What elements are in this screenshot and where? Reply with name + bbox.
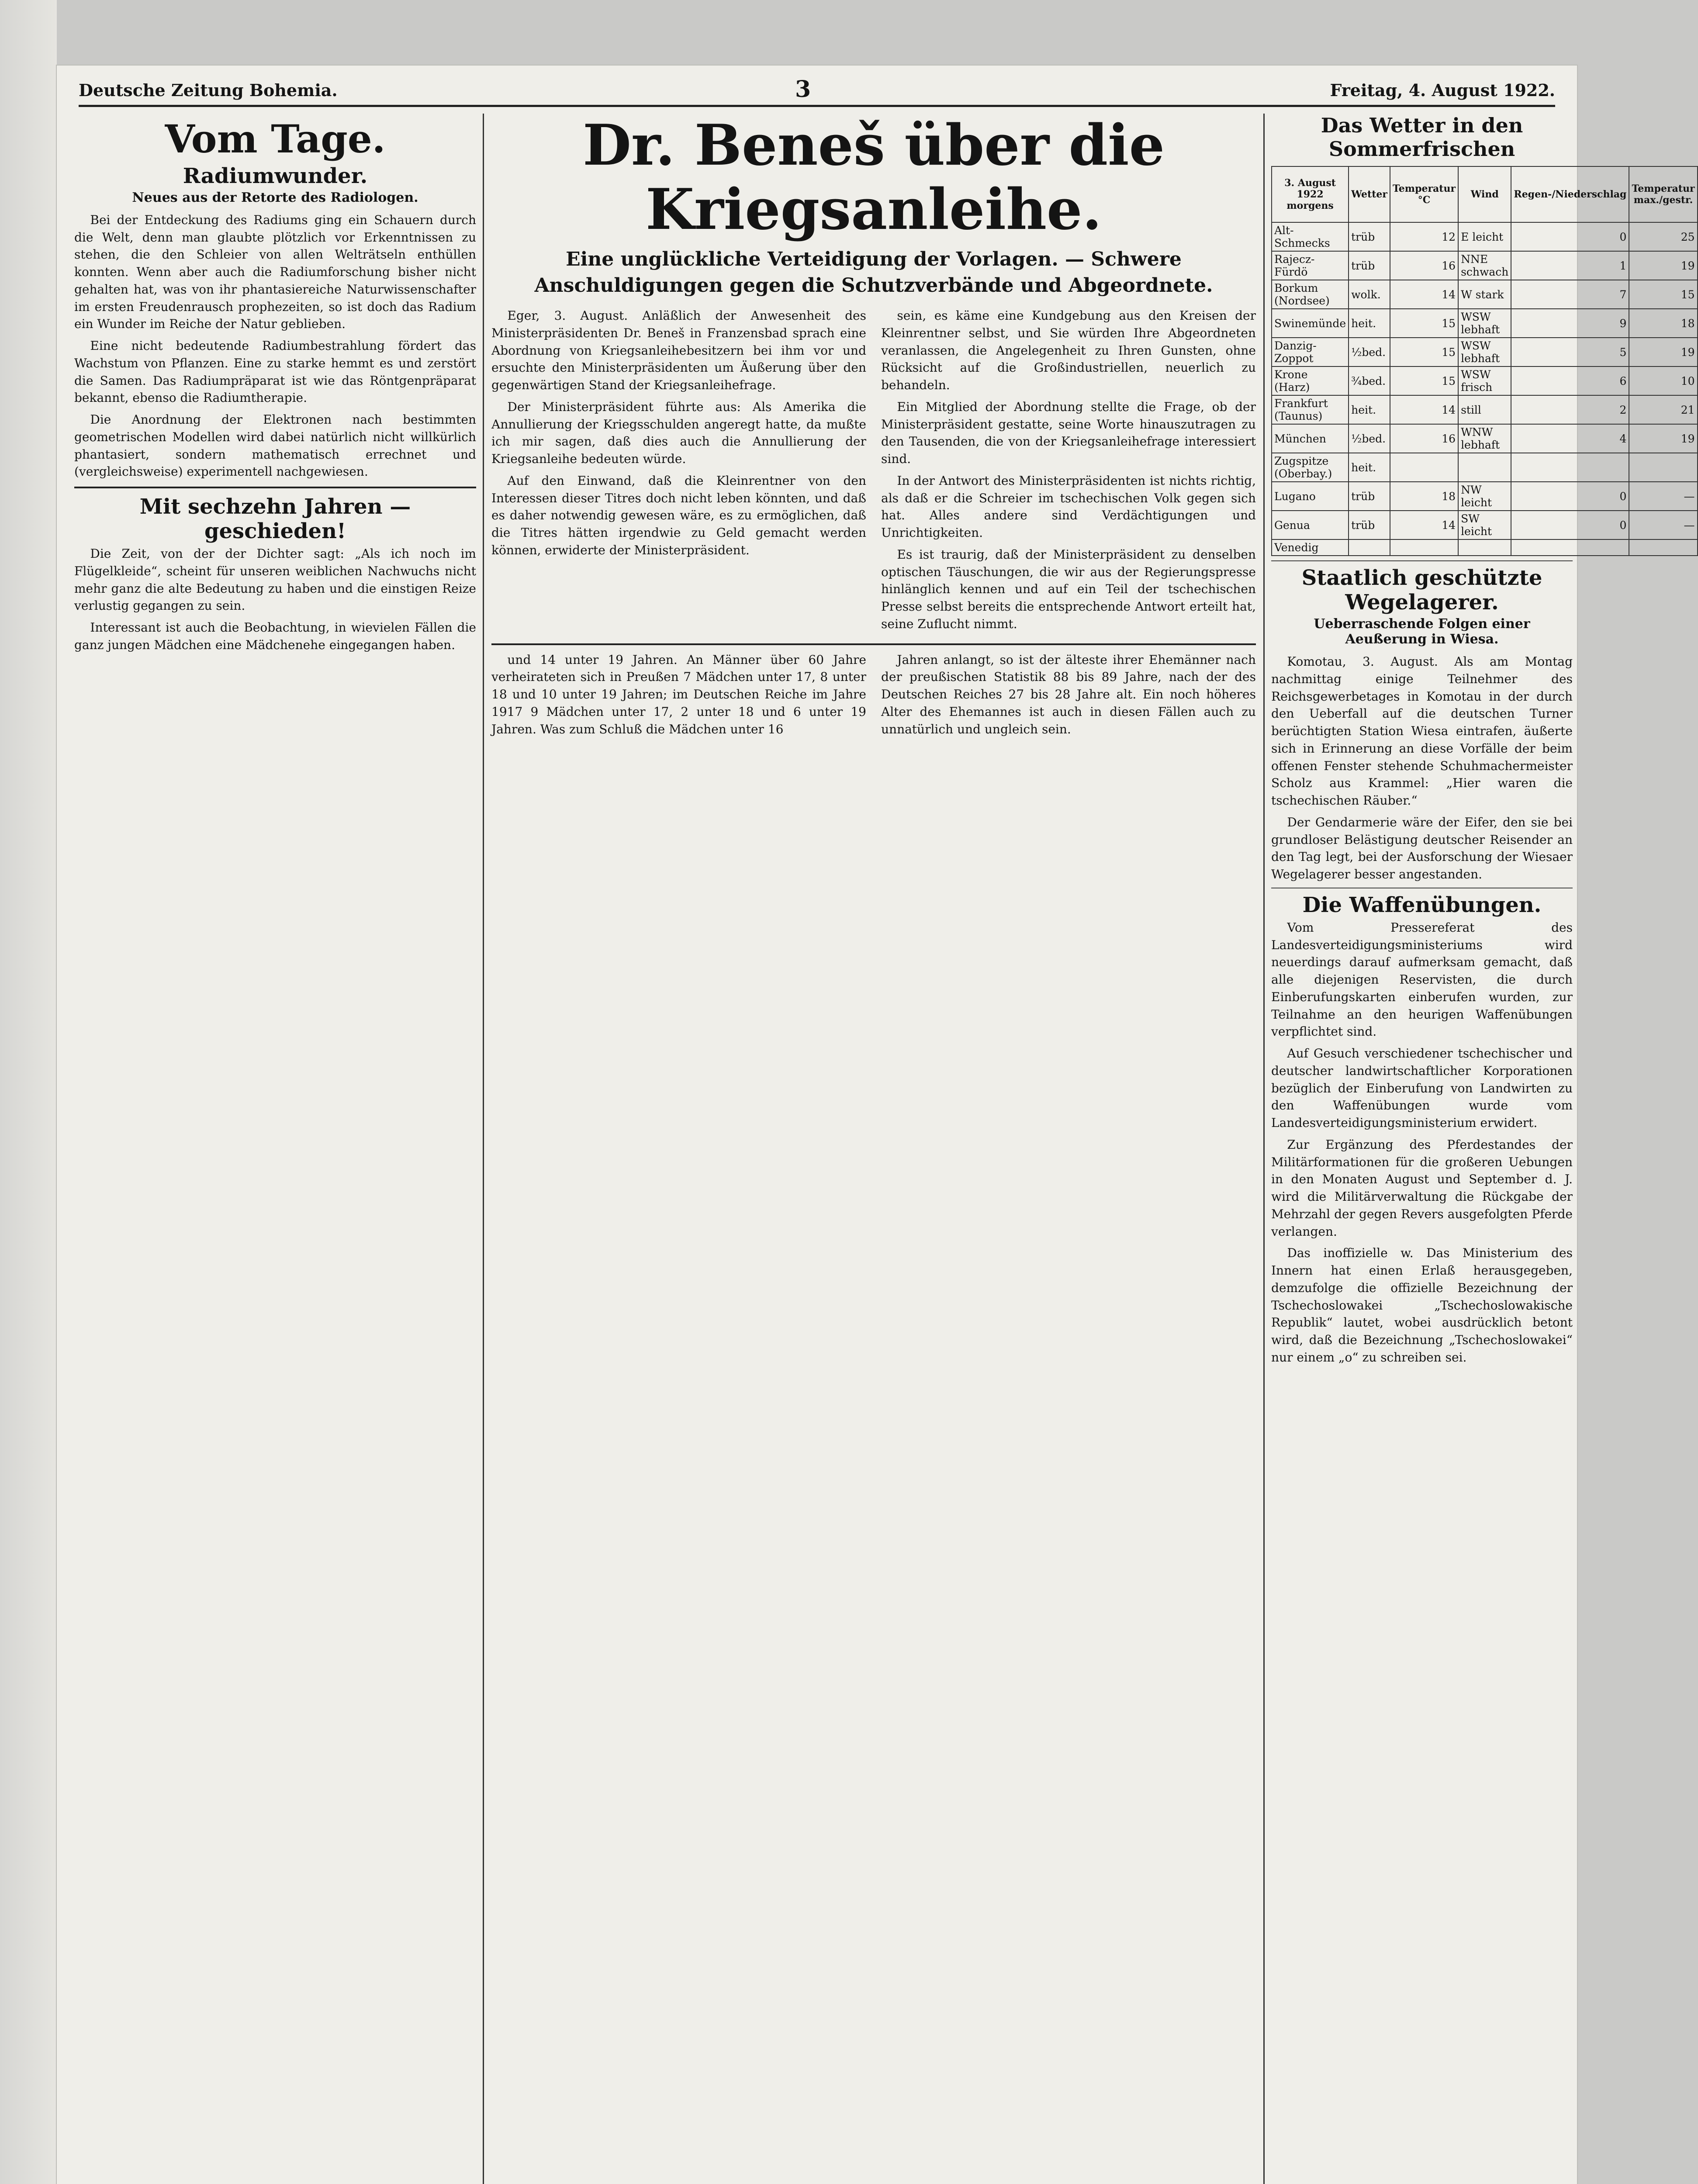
article-heading: Mit sechzehn Jahren — geschieden! (139, 494, 411, 544)
weather-station: Swinemünde (1272, 309, 1349, 338)
main-article-columns (491, 307, 1256, 637)
weather-cell: 14 (1390, 395, 1458, 424)
weather-cell (1511, 453, 1629, 482)
weather-row (1272, 366, 1698, 395)
weather-cell: trüb (1349, 222, 1390, 251)
weather-cell: — (1629, 511, 1697, 539)
weather-cell: 6 (1511, 366, 1629, 395)
weather-station: Alt-Schmecks (1272, 222, 1349, 251)
weather-row (1272, 453, 1698, 482)
paragraph: Ein Mitglied der Abordnung stellte die Frage, ob der Ministerpräsident gestatte, seine Worte hinauszutragen zu den Tausenden, die von der Kriegsanleihefrage interessiert sind. (881, 399, 1256, 467)
weather-cell: SW leicht (1458, 511, 1511, 539)
left-column (74, 114, 476, 2184)
weather-station: Lugano (1272, 482, 1349, 511)
article-heading: Radiumwunder. (183, 163, 368, 188)
weather-row (1272, 539, 1698, 556)
paragraph: und 14 unter 19 Jahren. An Männer über 60 Jahre verheirateten sich in Preußen 7 Mädchen unter 17, 8 unter 18 und 10 unter 19 Jahren; im Deutschen Reiche im Jahre 1917 9 Mädchen unter 17, 2 unter 18 und 6 unter 19 Jahren. Was zum Schluß die Mädchen unter 16 (491, 652, 866, 736)
weather-cell (1629, 453, 1697, 482)
paragraph: In der Antwort des Ministerpräsidenten ist nichts richtig, als daß er die Schreier im tschechischen Volk gegen sich hat. Alles andere sind Verdächtigungen und Unrichtigkeiten. (881, 473, 1256, 540)
article-heading: Staatlich geschützte Wegelagerer. (1301, 566, 1542, 615)
weather-cell (1511, 539, 1629, 556)
continuation-columns (491, 651, 1256, 743)
weather-cell: 16 (1390, 424, 1458, 453)
weather-row (1272, 338, 1698, 366)
weather-station: Borkum (Nordsee) (1272, 280, 1349, 309)
weather-cell: 21 (1629, 395, 1697, 424)
weather-cell: wolk. (1349, 280, 1390, 309)
article-subheading: Ueberraschende Folgen einer Aeußerung in Wiesa. (1314, 616, 1530, 647)
section-title: Vom Tage. (165, 116, 386, 162)
weather-col-header: Wetter (1349, 166, 1390, 222)
weather-cell: trüb (1349, 511, 1390, 539)
weather-cell (1629, 539, 1697, 556)
weather-station: München (1272, 424, 1349, 453)
weather-cell: NNE schwach (1458, 251, 1511, 280)
weather-cell (1390, 539, 1458, 556)
weather-cell (1458, 453, 1511, 482)
weather-col-header: Temperatur max./gestr. (1629, 166, 1697, 222)
weather-cell: 15 (1390, 366, 1458, 395)
weather-station: Rajecz-Fürdö (1272, 251, 1349, 280)
article-subheading: Neues aus der Retorte des Radiologen. (132, 190, 418, 205)
masthead (79, 74, 1555, 107)
weather-cell (1390, 453, 1458, 482)
paragraph: sein, es käme eine Kundgebung aus den Kreisen der Kleinrentner selbst, und Sie würden Ihre Abgeordneten veranlassen, die Angelegenheit zu Ihren Gunsten, ohne Rücksicht auf die Großindustriellen, neuerlich zu behandeln. (881, 308, 1256, 393)
weather-cell: E leicht (1458, 222, 1511, 251)
main-article-column-1 (491, 307, 866, 637)
weather-row (1272, 309, 1698, 338)
weather-cell: trüb (1349, 251, 1390, 280)
paragraph: Auf den Einwand, daß die Kleinrentner von den Interessen dieser Titres doch nicht leben könnten, und daß es daher notwendig gewesen wäre, es zu ermöglichen, daß die Titres hätten irgendwie zu Geld gemacht werden können, erwiderte der Ministerpräsident. (491, 473, 866, 557)
divider (1271, 560, 1573, 561)
weather-col-header: Wind (1458, 166, 1511, 222)
weather-cell: heit. (1349, 395, 1390, 424)
weather-cell: 15 (1390, 309, 1458, 338)
weather-cell: still (1458, 395, 1511, 424)
weather-cell: WSW lebhaft (1458, 338, 1511, 366)
paragraph: Die Anordnung der Elektronen nach bestimmten geometrischen Modellen wird dabei natürlich nicht willkürlich phantasiert, sondern mathematisch errechnet und (vergleichsweise) experimentell nachgewiesen. (74, 412, 476, 479)
paragraph: Bei der Entdeckung des Radiums ging ein Schauern durch die Welt, denn man glaubte plötzlich vor Erkenntnissen zu stehen, die den Schleier von allen Welträtseln enthüllen konnten. Wenn aber auch die Radiumforschung bisher nicht gehalten hat, was von ihr phantasiereiche Naturwissenschafter im ersten Freudenrausch prophezeiten, so ist doch das Radium ein Wunder im Reiche der Natur geblieben. (74, 212, 476, 332)
weather-cell: 15 (1390, 338, 1458, 366)
weather-cell: 18 (1629, 309, 1697, 338)
weather-cell: ½bed. (1349, 424, 1390, 453)
weather-cell: 0 (1511, 511, 1629, 539)
weather-cell: NW leicht (1458, 482, 1511, 511)
weather-cell: WNW lebhaft (1458, 424, 1511, 453)
weather-cell: WSW frisch (1458, 366, 1511, 395)
paragraph: Zur Ergänzung des Pferdestandes der Militärformationen für die großeren Uebungen in den Monaten August und September d. J. wird die Militärverwaltung die Rückgabe der Mehrzahl der gegen Revers ausgefolgten Pferde verlangen. (1271, 1137, 1573, 1239)
main-headline: Dr. Beneš über die Kriegsanleihe. (582, 113, 1165, 243)
weather-col-header: Temperatur °C (1390, 166, 1458, 222)
weather-cell: heit. (1349, 453, 1390, 482)
weather-cell: 1 (1511, 251, 1629, 280)
paragraph: Interessant ist auch die Beobachtung, in wievielen Fällen die ganz jungen Mädchen eine Mädchenehe eingegangen haben. (74, 620, 476, 652)
weather-row (1272, 511, 1698, 539)
weather-cell (1349, 539, 1390, 556)
weather-table (1271, 166, 1698, 556)
weather-title: Das Wetter in den Sommerfrischen (1321, 114, 1523, 161)
masthead-paper-name: Deutsche Zeitung Bohemia. (79, 80, 338, 100)
paragraph: Jahren anlangt, so ist der älteste ihrer Ehemänner nach der preußischen Statistik 88 bis 89 Jahre, nach der des Deutschen Reiches 27 bis 28 Jahre alt. Ein noch höheres Alter des Ehemannes ist auch in diesen Fällen auch zu unnatürlich und ungleich sein. (881, 652, 1256, 736)
page-number: 3 (795, 76, 811, 103)
weather-station: Genua (1272, 511, 1349, 539)
paragraph: Der Gendarmerie wäre der Eifer, den sie bei grundloser Belästigung deutscher Reisender an den Tag legt, bei der Ausforschung der Wiesaer Wegelagerer besser angestanden. (1271, 815, 1573, 881)
weather-cell: heit. (1349, 309, 1390, 338)
column-rule (1263, 114, 1265, 2184)
weather-row (1272, 395, 1698, 424)
weather-cell: 14 (1390, 511, 1458, 539)
weather-cell: ½bed. (1349, 338, 1390, 366)
weather-cell: 12 (1390, 222, 1458, 251)
weather-station: Venedig (1272, 539, 1349, 556)
weather-row (1272, 482, 1698, 511)
weather-row (1272, 280, 1698, 309)
article-heading: Die Waffenübungen. (1302, 892, 1542, 917)
weather-cell: 7 (1511, 280, 1629, 309)
weather-cell: 9 (1511, 309, 1629, 338)
weather-col-header: Regen-/Niederschlag (1511, 166, 1629, 222)
weather-station: Krone (Harz) (1272, 366, 1349, 395)
weather-cell: 15 (1629, 280, 1697, 309)
weather-cell: 19 (1629, 251, 1697, 280)
weather-cell: 0 (1511, 482, 1629, 511)
weather-date-header: 3. August 1922 morgens (1272, 166, 1349, 222)
weather-cell: 4 (1511, 424, 1629, 453)
weather-cell: 19 (1629, 338, 1697, 366)
divider (491, 643, 1256, 645)
weather-cell: 2 (1511, 395, 1629, 424)
weather-cell: WSW lebhaft (1458, 309, 1511, 338)
weather-cell: 25 (1629, 222, 1697, 251)
paragraph: Eger, 3. August. Anläßlich der Anwesenheit des Ministerpräsidenten Dr. Beneš in Franzensbad sprach eine Abordnung von Kriegsanleihebesitzern bei ihm vor und ersuchte den Ministerpräsidenten um Äußerung über den gegenwärtigen Stand der Kriegsanleihefrage. (491, 308, 866, 393)
weather-row (1272, 424, 1698, 453)
divider (74, 487, 476, 488)
weather-station: Frankfurt (Taunus) (1272, 395, 1349, 424)
paragraph: Die Zeit, von der der Dichter sagt: „Als ich noch im Flügelkleide“, scheint für unseren weiblichen Nachwuchs nicht mehr ganz die alte Bedeutung zu haben und die einstigen Reize verlustig gegangen zu sein. (74, 546, 476, 613)
weather-cell: trüb (1349, 482, 1390, 511)
weather-row (1272, 222, 1698, 251)
weather-cell: — (1629, 482, 1697, 511)
weather-cell: 10 (1629, 366, 1697, 395)
weather-station: Zugspitze (Oberbay.) (1272, 453, 1349, 482)
paragraph: Eine nicht bedeutende Radiumbestrahlung fördert das Wachstum von Pflanzen. Eine zu starke hemmt es und zerstört die Samen. Das Radiumpräparat ist wie das Röntgenpräparat bekannt, ebenso die Radiumtherapie. (74, 339, 476, 405)
weather-cell (1458, 539, 1511, 556)
weather-cell: 14 (1390, 280, 1458, 309)
paragraph: Der Ministerpräsident führte aus: Als Amerika die Annullierung der Kriegsschulden angeregt hatte, da mußte ich mir sagen, daß dies auch die Annullierung der Kriegsanleihe bedeuten würde. (491, 399, 866, 467)
right-column (1271, 114, 1695, 2184)
weather-cell: W stark (1458, 280, 1511, 309)
weather-cell: 16 (1390, 251, 1458, 280)
paragraph: Es ist traurig, daß der Ministerpräsident zu denselben optischen Täuschungen, die wir aus der Regierungspresse hinlänglich kennen und auf ein Teil der tschechischen Presse selbst bereits die entsprechende Antwort erteilt hat, seine Zuflucht nimmt. (881, 547, 1256, 631)
weather-cell: ¾bed. (1349, 366, 1390, 395)
paragraph: Das inoffizielle w. Das Ministerium des Innern hat einen Erlaß herausgegeben, demzufolge die offizielle Bezeichnung der Tschechoslowakei „Tschechoslowakische Republik“ lautet, wobei ausdrücklich betont wird, daß die Bezeichnung „Tschechoslowakei“ nur einem „o“ zu schreiben sei. (1271, 1246, 1573, 1365)
paragraph: Auf Gesuch verschiedener tschechischer und deutscher landwirtschaftlicher Korporationen bezüglich der Einberufung von Landwirten zu den Waffenübungen wurde vom Landesverteidigungsministerium erwidert. (1271, 1046, 1573, 1130)
previous-page-edge (0, 0, 57, 2184)
paragraph: Vom Pressereferat des Landesverteidigungsministeriums wird neuerdings darauf aufmerksam gemacht, daß alle diejenigen Reservisten, die durch Einberufungskarten einberufen wurden, zur Teilnahme an den heurigen Waffenübungen verpflichtet sind. (1271, 920, 1573, 1039)
main-article (491, 114, 1256, 2184)
main-subheadline: Eine unglückliche Verteidigung der Vorlagen. — Schwere Anschuldigungen gegen die Schutzverbände und Abgeordnete. (534, 248, 1213, 297)
weather-station: Danzig-Zoppot (1272, 338, 1349, 366)
masthead-date: Freitag, 4. August 1922. (1330, 80, 1555, 100)
main-article-column-2 (881, 307, 1256, 637)
newspaper-page (57, 66, 1695, 2184)
column-rule (483, 114, 484, 2184)
weather-cell: 19 (1629, 424, 1697, 453)
weather-cell: 5 (1511, 338, 1629, 366)
weather-cell: 18 (1390, 482, 1458, 511)
paragraph: Komotau, 3. August. Als am Montag nachmittag einige Teilnehmer des Reichsgewerbetages in Komotau in der durch den Ueberfall auf die deutschen Turner berüchtigten Station Wiesa eintrafen, äußerte sich in Erinnerung an diese Vorfälle der beim offenen Fenster stehende Schuhmachermeister Scholz aus Krammel: „Hier waren die tschechischen Räuber.“ (1271, 654, 1573, 808)
weather-cell: 0 (1511, 222, 1629, 251)
weather-row (1272, 251, 1698, 280)
